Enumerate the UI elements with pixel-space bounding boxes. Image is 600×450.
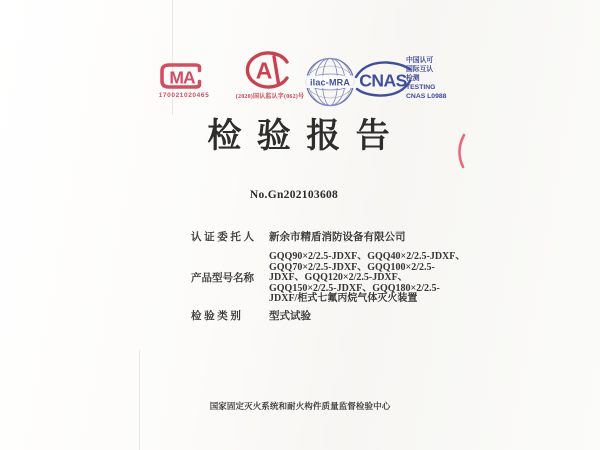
field-label-test-category: 检 验 类 别: [191, 310, 241, 322]
field-label-product-model: 产品型号名称: [191, 272, 254, 284]
cnas-logo-icon: [354, 60, 412, 98]
report-title: 检 验 报 告: [207, 117, 393, 155]
cnas-info-line: TESTING: [406, 84, 436, 91]
cma-logo-text: MA: [169, 67, 195, 88]
cnas-info-line: 国际互认: [406, 66, 434, 73]
field-row-applicant: [191, 231, 483, 244]
ilac-mra-logo-text: ilac-MRA: [309, 77, 351, 88]
ilac-mra-logo-icon: [305, 56, 355, 108]
report-number: No.Gn202103608: [249, 189, 339, 201]
field-value-applicant: 新余市精盾消防设备有限公司: [269, 232, 406, 243]
field-row-test-category: [191, 310, 483, 323]
model-line: JDXF、GQQ120×2/2.5-JDXF、: [269, 272, 408, 283]
accreditation-logo-icon: [243, 51, 291, 91]
field-value-product-model: [269, 252, 465, 305]
field-label-applicant: 认 证 委 托 人: [191, 232, 254, 243]
accreditation-caption: (2020)国认监认字(062)号: [235, 94, 305, 100]
model-line: GQQ150×2/2.5-JDXF、GQQ180×2/2.5-: [269, 282, 440, 294]
field-value-test-category: 型式试验: [269, 310, 311, 322]
model-line: GQQ90×2/2.5-JDXF、GQQ40×2/2.5-JDXF、: [269, 251, 466, 262]
cnas-info-line: CNAS L0988: [406, 93, 447, 100]
cnas-info-line: 检测: [406, 75, 420, 82]
issuing-center-name: 国家固定灭火系统和耐火构件质量监督检验中心: [209, 401, 391, 411]
cnas-logo-text: CNAS: [359, 70, 407, 91]
report-fields: [191, 231, 483, 323]
cnas-info-block: [406, 56, 466, 101]
cma-logo-icon: [159, 62, 207, 90]
cnas-info-line: 中国认可: [406, 57, 434, 64]
model-line: GQQ70×2/2.5-JDXF、GQQ100×2/2.5-: [269, 261, 435, 273]
accreditation-logo-letter: A: [255, 57, 273, 84]
model-line: JDXF/柜式七氟丙烷气体灭火装置: [269, 293, 418, 304]
cma-cert-number: 170021020465: [158, 92, 210, 99]
red-seal-arc: [452, 133, 466, 169]
field-row-product-model: [191, 252, 483, 305]
